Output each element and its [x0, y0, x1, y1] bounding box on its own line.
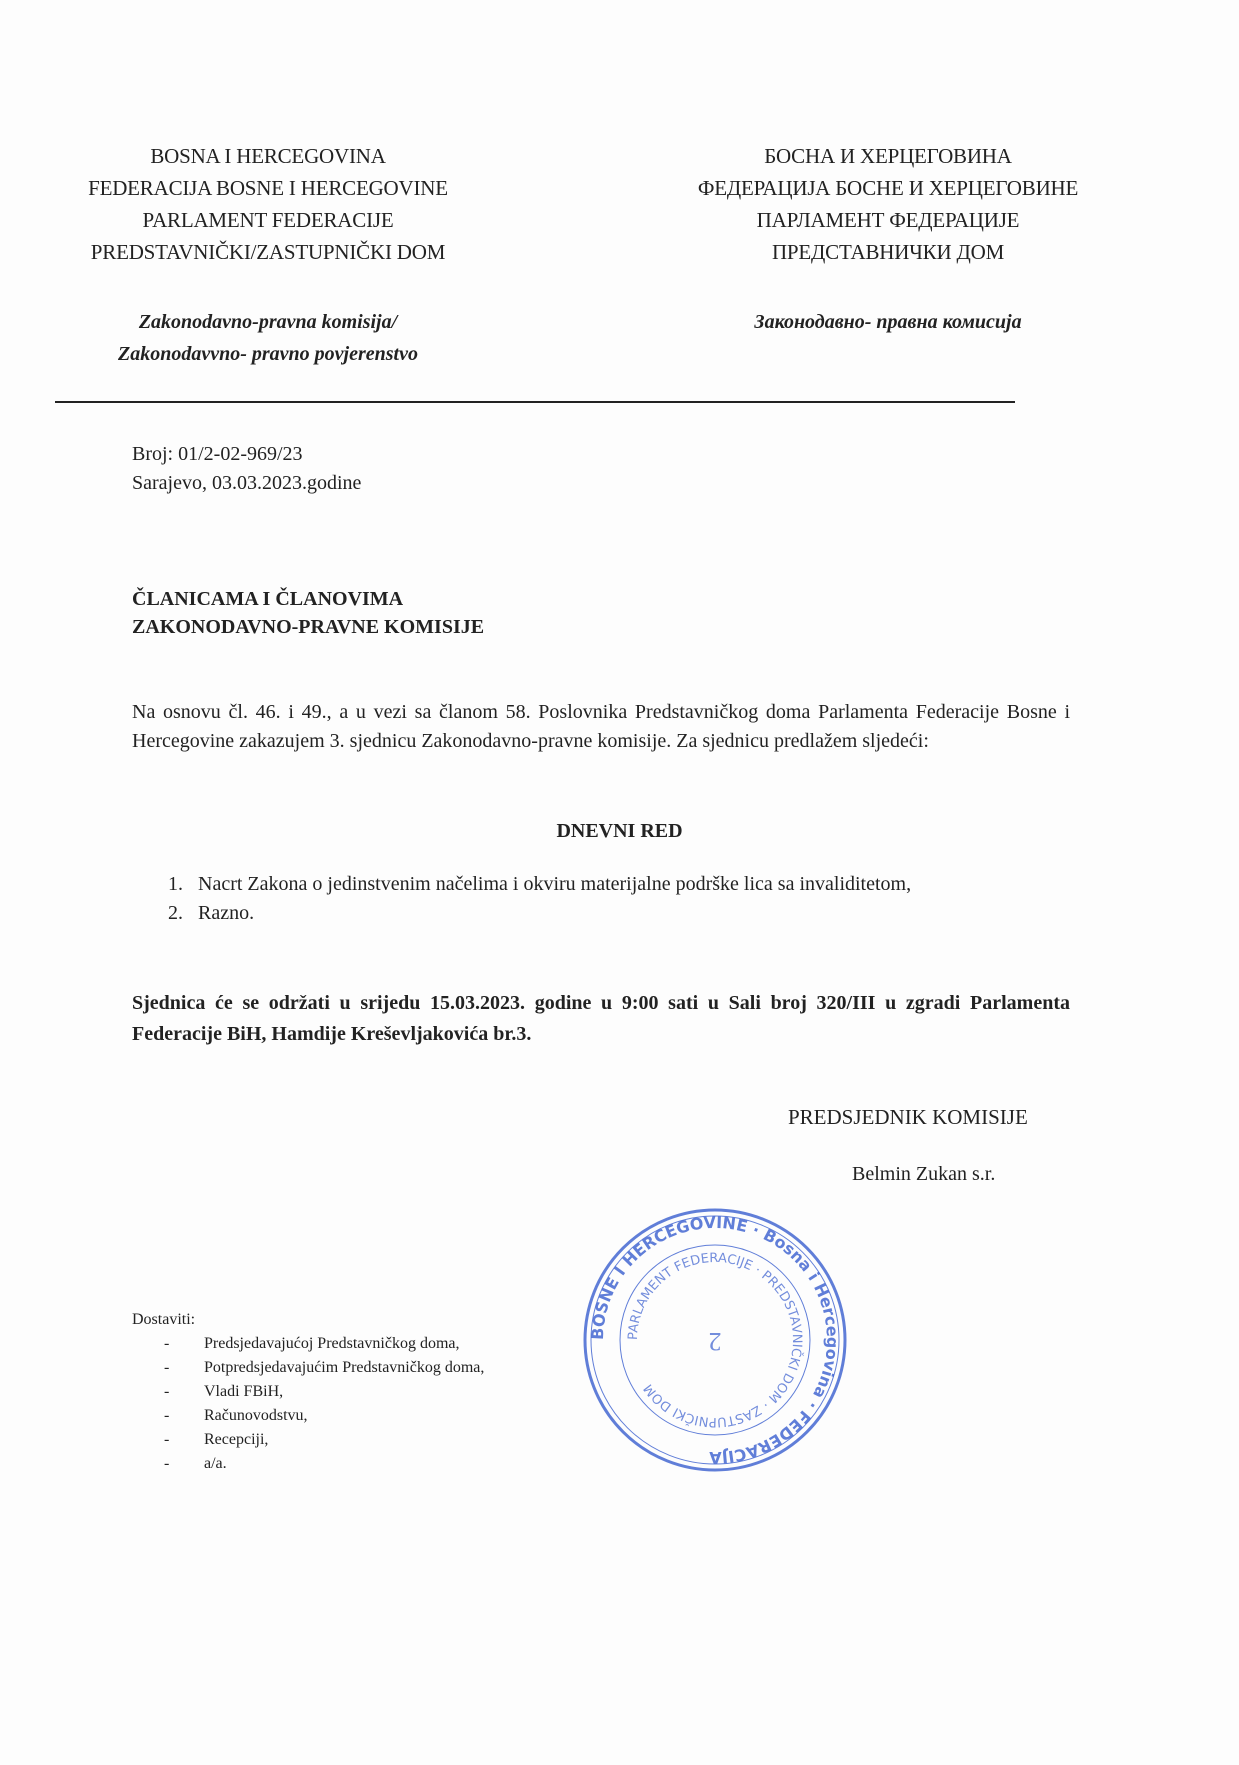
document-meta: [132, 440, 361, 498]
distribution-item: - Vladi FBiH,: [164, 1383, 284, 1400]
header-line: PARLAMENT FEDERACIJE: [142, 208, 394, 232]
signature-name: Belmin Zukan s.r.: [852, 1163, 996, 1185]
recipient: a/a.: [204, 1455, 227, 1472]
addressee-line: ČLANICAMA I ČLANOVIMA: [132, 588, 404, 610]
distribution-label: Dostaviti:: [132, 1311, 196, 1328]
committee-latin: [8, 306, 528, 370]
header-line: ФЕДЕРАЦИЈА БОСНЕ И ХЕРЦЕГОВИНЕ: [697, 176, 1079, 200]
committee-line: Zakonodavvno- pravno povjerenstvo: [118, 343, 418, 365]
item-number: 1.: [168, 873, 183, 895]
header-line: PREDSTAVNIČKI/ZASTUPNIČKI DOM: [90, 240, 446, 264]
addressee: [132, 585, 484, 641]
official-stamp: [580, 1205, 850, 1475]
header-line: BOSNA I HERCEGOVINA: [150, 144, 386, 168]
recipient: Vladi FBiH,: [204, 1383, 284, 1400]
agenda-list: [168, 870, 1070, 928]
place-date: Sarajevo, 03.03.2023.godine: [132, 472, 362, 494]
committee-line: Zakonodavno-pravna komisija/: [138, 311, 398, 333]
recipient: Računovodstvu,: [204, 1407, 308, 1424]
header-line: БОСНА И ХЕРЦЕГОВИНА: [764, 144, 1012, 168]
recipient: Recepciji,: [204, 1431, 269, 1448]
header-divider: [55, 401, 1015, 403]
stamp-outer-text: BOSNE I HERCEGOVINE · Bosna i Hercegovina · FEDERACIJA: [587, 1212, 843, 1468]
distribution-item: - Recepciji,: [164, 1431, 269, 1448]
addressee-line: ZAKONODAVNO-PRAVNE KOMISIJE: [132, 616, 485, 638]
header-latin: [8, 140, 528, 268]
meeting-note: Sjednica će se održati u srijedu 15.03.2023. godine u 9:00 sati u Sali broj 320/III u zgradi Parlamenta Federacije BiH, Hamdije Kreševljakovića br.3.: [132, 992, 1070, 1045]
item-text: Razno.: [198, 902, 255, 924]
header-cyrillic: [628, 140, 1148, 268]
stamp-center: 2: [708, 1327, 722, 1356]
agenda-title: DNEVNI RED: [556, 820, 683, 842]
recipient: Predsjedavajućoj Predstavničkog doma,: [204, 1335, 460, 1352]
recipient: Potpredsjedavajućim Predstavničkog doma,: [204, 1359, 485, 1376]
distribution-item: - Potpredsjedavajućim Predstavničkog doma,: [164, 1359, 485, 1376]
signature-title: PREDSJEDNIK KOMISIJE: [788, 1105, 1028, 1129]
distribution-item: - Računovodstvu,: [164, 1407, 308, 1424]
item-number: 2.: [168, 902, 183, 924]
agenda-item: [168, 899, 1070, 928]
stamp-inner-text: PARLAMENT FEDERACIJE · PREDSTAVNIČKI DOM · ZASTUPNIČKI DOM: [625, 1250, 805, 1430]
intro-paragraph: Na osnovu čl. 46. i 49., a u vezi sa članom 58. Poslovnika Predstavničkog doma Parlamenta Federacije Bosne i Hercegovine zakazujem 3. sjednicu Zakonodavno-pravne komisije. Za sjednicu predlažem sljedeći:: [132, 701, 1070, 752]
committee-cyrillic: Законодавно- правна комисија: [754, 311, 1022, 333]
item-text: Nacrt Zakona o jedinstvenim načelima i okviru materijalne podrške lica sa invaliditetom,: [198, 873, 912, 895]
distribution-item: - a/a.: [164, 1455, 227, 1472]
distribution-list: [132, 1308, 484, 1476]
document-number: Broj: 01/2-02-969/23: [132, 443, 303, 465]
distribution-item: - Predsjedavajućoj Predstavničkog doma,: [164, 1335, 460, 1352]
header-line: ПАРЛАМЕНТ ФЕДЕРАЦИЈЕ: [756, 208, 1020, 232]
agenda-item: [168, 870, 1070, 899]
header-line: FEDERACIJA BOSNE I HERCEGOVINE: [88, 176, 448, 200]
header-line: ПРЕДСТАВНИЧКИ ДОМ: [771, 240, 1005, 264]
